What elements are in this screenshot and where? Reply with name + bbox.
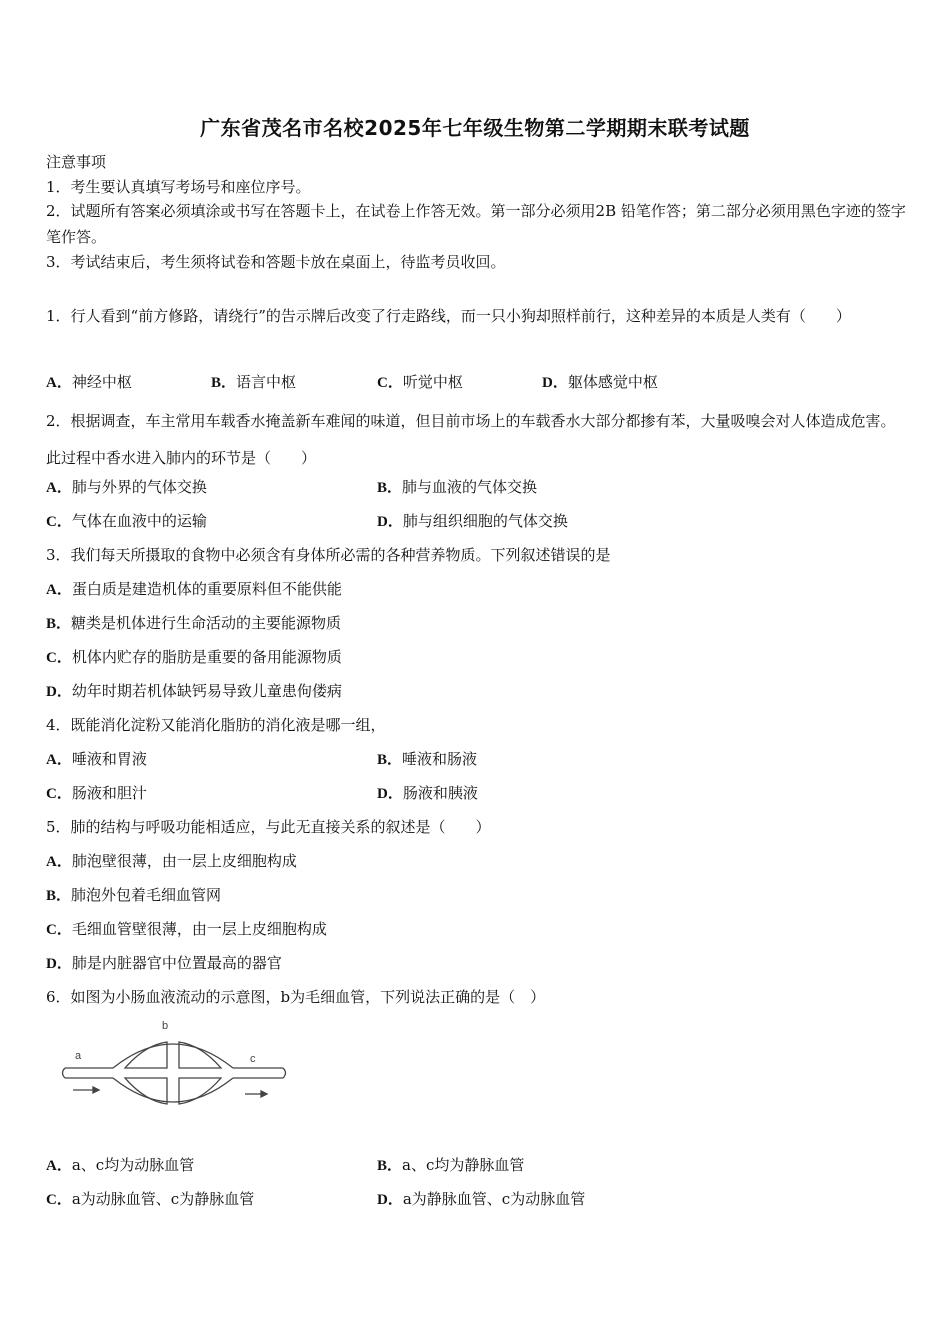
- option-label: D．: [542, 375, 568, 391]
- option-text: a为动脉血管、c为静脉血管: [71, 1190, 255, 1208]
- q4-option-c[interactable]: [46, 782, 147, 805]
- option-label: A．: [46, 480, 72, 496]
- q5-option-a[interactable]: [46, 850, 297, 873]
- q4-option-d[interactable]: [377, 782, 478, 805]
- option-label: D．: [377, 514, 403, 530]
- q2-option-a[interactable]: [46, 476, 207, 499]
- option-label: C．: [46, 922, 72, 938]
- option-text: 神经中枢: [71, 373, 132, 391]
- option-text: 幼年时期若机体缺钙易导致儿童患佝偻病: [71, 682, 342, 700]
- option-text: 肺泡外包着毛细血管网: [71, 886, 222, 904]
- option-label: C．: [46, 786, 72, 802]
- option-label: B．: [377, 752, 403, 768]
- option-text: 语言中枢: [236, 373, 297, 391]
- question-2-stem: 2．根据调查，车主常用车载香水掩盖新车难闻的味道，但目前市场上的车载香水大部分都掺有苯，大量吸嗅会对人体造成危害。此过程中香水进入肺内的环节是（ ）: [46, 412, 896, 467]
- option-text: 机体内贮存的脂肪是重要的备用能源物质: [71, 648, 342, 666]
- q1-option-d[interactable]: [542, 371, 658, 394]
- question-1-stem: 1．行人看到“前方修路，请绕行”的告示牌后改变了行走路线，而一只小狗却照样前行，这种差异的本质是人类有（ ）: [46, 307, 851, 325]
- question-5-stem: 5．肺的结构与呼吸功能相适应，与此无直接关系的叙述是（ ）: [46, 818, 491, 836]
- option-label: C．: [46, 1192, 72, 1208]
- option-text: 毛细血管壁很薄，由一层上皮细胞构成: [71, 920, 327, 938]
- q5-option-b[interactable]: [46, 884, 221, 907]
- q6-option-a[interactable]: [46, 1154, 194, 1177]
- option-label: D．: [377, 786, 403, 802]
- option-label: C．: [46, 514, 72, 530]
- option-text: 肺与血液的气体交换: [402, 478, 538, 496]
- option-text: 听觉中枢: [402, 373, 463, 391]
- option-label: A．: [46, 752, 72, 768]
- small-intestine-blood-flow-diagram: [55, 1015, 295, 1110]
- q5-option-c[interactable]: [46, 918, 327, 941]
- option-label: A．: [46, 375, 72, 391]
- option-text: 蛋白质是建造机体的重要原料但不能供能: [71, 580, 342, 598]
- q4-option-b[interactable]: [377, 748, 477, 771]
- option-text: 肺是内脏器官中位置最高的器官: [71, 954, 282, 972]
- q1-option-c[interactable]: [377, 371, 463, 394]
- q4-option-a[interactable]: [46, 748, 147, 771]
- q3-option-d[interactable]: [46, 680, 342, 703]
- option-text: 气体在血液中的运输: [71, 512, 207, 530]
- option-text: 肠液和胆汁: [71, 784, 147, 802]
- notice-item-1: 1．考生要认真填写考场号和座位序号。: [46, 178, 311, 196]
- option-label: D．: [377, 1192, 403, 1208]
- option-label: C．: [377, 375, 403, 391]
- question-4-stem: 4．既能消化淀粉又能消化脂肪的消化液是哪一组，: [46, 716, 386, 734]
- option-text: 肺与组织细胞的气体交换: [402, 512, 568, 530]
- q3-option-c[interactable]: [46, 646, 342, 669]
- option-text: 唾液和肠液: [402, 750, 478, 768]
- q1-option-a[interactable]: [46, 371, 132, 394]
- diagram-label-a: a: [75, 1050, 82, 1062]
- option-text: 肺泡壁很薄，由一层上皮细胞构成: [71, 852, 297, 870]
- q2-option-d[interactable]: [377, 510, 568, 533]
- q3-option-a[interactable]: [46, 578, 342, 601]
- question-6-stem: 6．如图为小肠血液流动的示意图，b为毛细血管，下列说法正确的是（ ）: [46, 988, 546, 1006]
- q3-option-b[interactable]: [46, 612, 341, 635]
- diagram-label-b: b: [162, 1020, 169, 1032]
- option-label: A．: [46, 1158, 72, 1174]
- option-label: B．: [377, 480, 403, 496]
- option-label: B．: [46, 616, 72, 632]
- option-text: a为静脉血管、c为动脉血管: [402, 1190, 586, 1208]
- option-text: a、c均为静脉血管: [402, 1156, 525, 1174]
- q5-option-d[interactable]: [46, 952, 282, 975]
- option-text: 肠液和胰液: [402, 784, 478, 802]
- q2-option-c[interactable]: [46, 510, 207, 533]
- q6-option-b[interactable]: [377, 1154, 524, 1177]
- option-text: 唾液和胃液: [71, 750, 147, 768]
- page-title: 广东省茂名市名校2025年七年级生物第二学期期末联考试题: [200, 116, 750, 140]
- q2-option-b[interactable]: [377, 476, 537, 499]
- option-label: A．: [46, 582, 72, 598]
- option-label: B．: [46, 888, 72, 904]
- q6-option-c[interactable]: [46, 1188, 254, 1211]
- option-text: 躯体感觉中枢: [567, 373, 658, 391]
- question-3-stem: 3．我们每天所摄取的食物中必须含有身体所必需的各种营养物质。下列叙述错误的是: [46, 546, 611, 564]
- notice-heading: 注意事项: [46, 153, 107, 171]
- q1-option-b[interactable]: [211, 371, 296, 394]
- option-label: D．: [46, 956, 72, 972]
- option-label: D．: [46, 684, 72, 700]
- q6-option-d[interactable]: [377, 1188, 585, 1211]
- diagram-label-c: c: [250, 1053, 256, 1065]
- option-label: C．: [46, 650, 72, 666]
- option-label: B．: [211, 375, 237, 391]
- option-text: a、c均为动脉血管: [71, 1156, 195, 1174]
- notice-item-3: 3．考试结束后，考生须将试卷和答题卡放在桌面上，待监考员收回。: [46, 253, 506, 271]
- option-label: A．: [46, 854, 72, 870]
- option-text: 糖类是机体进行生命活动的主要能源物质: [71, 614, 342, 632]
- option-label: B．: [377, 1158, 403, 1174]
- option-text: 肺与外界的气体交换: [71, 478, 207, 496]
- notice-item-2: 2．试题所有答案必须填涂或书写在答题卡上，在试卷上作答无效。第一部分必须用2B 铅笔作答；第二部分必须用黑色字迹的签字笔作答。: [46, 202, 906, 246]
